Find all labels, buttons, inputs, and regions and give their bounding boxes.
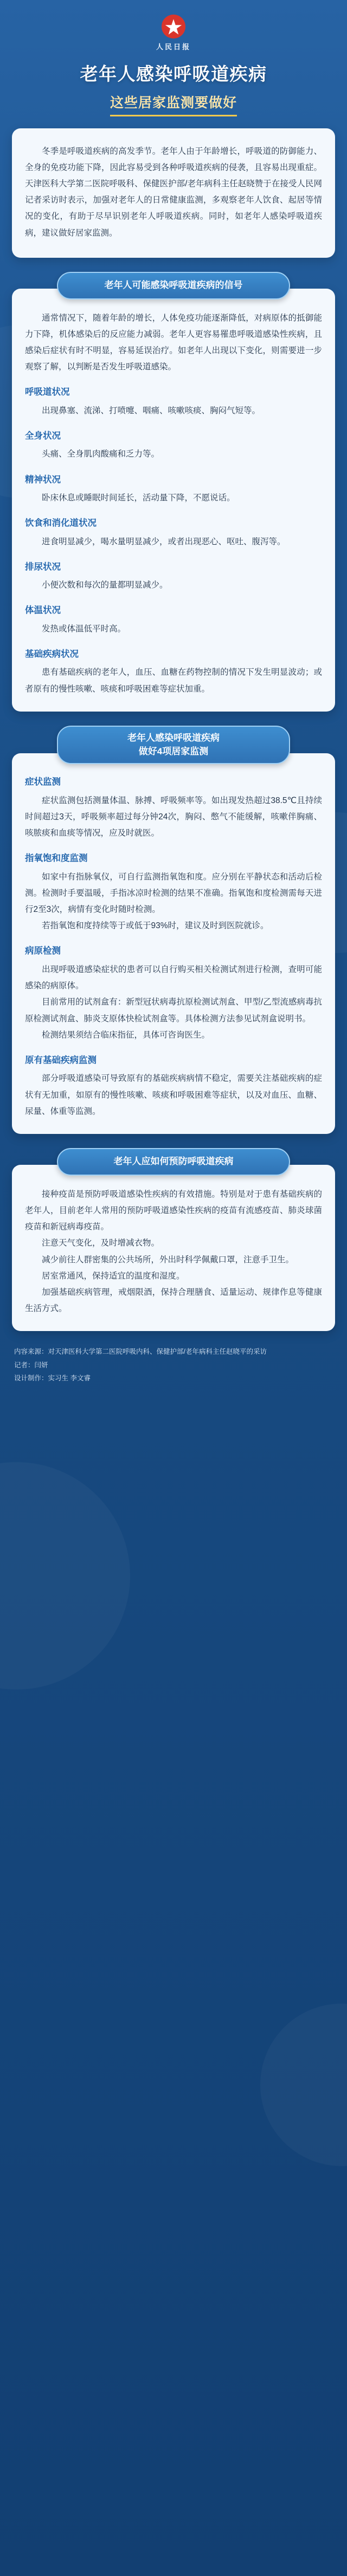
- section3-paragraph: 注意天气变化，及时增减衣物。: [42, 1238, 160, 1248]
- section2-item-text: 检测结果须结合临床指征，具体可咨询医生。: [42, 1030, 210, 1040]
- section1-item-title: 呼吸道状况: [25, 387, 70, 397]
- section3-ribbon: 老年人应如何预防呼吸道疾病: [57, 1148, 290, 1176]
- decorative-circle: [260, 2004, 347, 2166]
- section1-item-text: 患有基础疾病的老年人，血压、血糖在药物控制的情况下发生明显波动；或者原有的慢性咳嗽、咳痰和呼吸困难等症状加重。: [25, 668, 322, 694]
- section1-item-title: 饮食和消化道状况: [25, 518, 97, 529]
- section3-paragraph: 接种疫苗是预防呼吸道感染性疾病的有效措施。特别是对于患有基础疾病的老年人，目前老年人常用的预防呼吸道感染性疾病的疫苗有流感疫苗、肺炎球菌疫苗和新冠病毒疫苗。: [25, 1189, 322, 1232]
- section2-item-text: 若指氧饱和度持续等于或低于93%时，建议及时到医院就诊。: [42, 921, 269, 931]
- section2-item-text: 目前常用的试剂盒有：新型冠状病毒抗原检测试剂盒、甲型/乙型流感病毒抗原检测试剂盒、肺炎支原体快检试剂盒等。具体检测方法参见试剂盒说明书。: [25, 997, 322, 1023]
- section2-item-text: 症状监测包括测量体温、脉搏、呼吸频率等。如出现发热超过38.5℃且持续时间超过3天，呼吸频率超过每分钟24次，胸闷、憋气不能缓解，咳嗽伴胸痛、咳脓痰和血痰等情况，应及时就医。: [25, 795, 322, 838]
- section1-card: [12, 289, 335, 712]
- section1-item-text: 发热或体温低平时高。: [42, 624, 126, 634]
- section2-item-text: 如家中有指脉氧仪，可自行监测指氧饱和度。应分别在平静状态和活动后检测。检测时手要温暖，手指冰凉时检测的结果不准确。指氧饱和度检测需每天进行2至3次，病情有变化时随时检测。: [25, 872, 322, 915]
- section2-item-text: 出现呼吸道感染症状的患者可以自行购买相关检测试剂进行检测，查明可能感染的病原体。: [25, 964, 322, 991]
- section1-item-text: 卧床休息或睡眠时间延长，活动量下降，不愿说话。: [42, 493, 235, 503]
- brand-name: 人民日报: [156, 43, 191, 51]
- section1-item-title: 体温状况: [25, 605, 61, 616]
- section1-item-text: 头痛、全身肌肉酸痛和乏力等。: [42, 449, 160, 459]
- decorative-circle: [0, 1462, 130, 1690]
- section3-card: [12, 1165, 335, 1332]
- section2-ribbon-line1: 老年人感染呼吸道疾病: [127, 732, 220, 743]
- section3-paragraph: 居室常通风，保持适宜的温度和湿度。: [42, 1271, 185, 1281]
- section1-item-title: 全身状况: [25, 431, 61, 441]
- section1-item-title: 基础疾病状况: [25, 649, 79, 660]
- footer-credits: [14, 1345, 333, 1385]
- people-daily-logo-icon: [161, 14, 186, 39]
- section2-item-text: 部分呼吸道感染可导致原有的基础疾病病情不稳定，需要关注基础疾病的症状有无加重，如原有的慢性咳嗽、咳痰和呼吸困难等症状，以及对血压、血糖、尿量、体重等监测。: [25, 1074, 322, 1116]
- footer-content-source: 内容来源：对天津医科大学第二医院呼吸内科、保健护部/老年病科主任赵晓平的采访: [14, 1348, 267, 1356]
- section1-item-text: 进食明显减少，喝水量明显减少，或者出现恶心、呕吐、腹泻等。: [42, 537, 286, 546]
- brand-logo: [156, 14, 191, 51]
- section2-item-title: 病原检测: [25, 946, 61, 956]
- section2-ribbon-line2: 做好4项居家监测: [138, 746, 209, 757]
- section1-item-text: 小便次数和每次的量都明显减少。: [42, 581, 168, 590]
- masthead: [0, 0, 347, 57]
- section2-item-title: 指氧饱和度监测: [25, 853, 88, 864]
- title-block: [0, 57, 347, 128]
- section1-ribbon: 老年人可能感染呼吸道疾病的信号: [57, 272, 290, 299]
- section3-paragraph: 减少前往人群密集的公共场所，外出时科学佩戴口罩，注意手卫生。: [42, 1255, 294, 1264]
- section2-card: [12, 753, 335, 1134]
- section1-intro: 通常情况下，随着年龄的增长，人体免疫功能逐渐降低，对病原体的抵御能力下降，机体感染后的反应能力减弱。老年人更容易罹患呼吸道感染性疾病，且感染后症状有时不明显，容易延误治疗。如老年人出现以下变化，则需要进一步观察了解，以判断是否发生呼吸道感染。: [25, 313, 322, 372]
- page-title: 老年人感染呼吸道疾病: [80, 64, 267, 84]
- section1-item-title: 精神状况: [25, 474, 61, 485]
- section1-item-title: 排尿状况: [25, 562, 61, 572]
- section2-item-title: 原有基础疾病监测: [25, 1055, 97, 1065]
- section2-item-title: 症状监测: [25, 777, 61, 787]
- section3-paragraph: 加强基础疾病管理，戒烟限酒，保持合理膳食、适量运动、规律作息等健康生活方式。: [25, 1287, 322, 1314]
- intro-card: [12, 128, 335, 258]
- footer-reporter: 记者：闫妍: [14, 1361, 48, 1369]
- section1-item-text: 出现鼻塞、流涕、打喷嚏、咽痛、咳嗽咳痰、胸闷气短等。: [42, 406, 261, 415]
- footer-designer: 设计制作：实习生 李文睿: [14, 1374, 91, 1382]
- section2-ribbon: [57, 726, 290, 764]
- page-subtitle: 这些居家监测要做好: [110, 92, 237, 116]
- intro-paragraph: 冬季是呼吸道疾病的高发季节。老年人由于年龄增长，呼吸道的防御能力、全身的免疫功能下降，因此容易受到各种呼吸道疾病的侵袭，且容易出现重症。天津医科大学第二医院呼吸科、保健医护部/老年病科主任赵晓赞于在接受人民网记者采访时表示，加强对老年人的日常健康监测，多观察老年人饮食、起居等情况的变化，有助于尽早识别老年人呼吸道疾病。同时，如老年人感染呼吸道疾病，建议做好居家监测。: [25, 146, 322, 238]
